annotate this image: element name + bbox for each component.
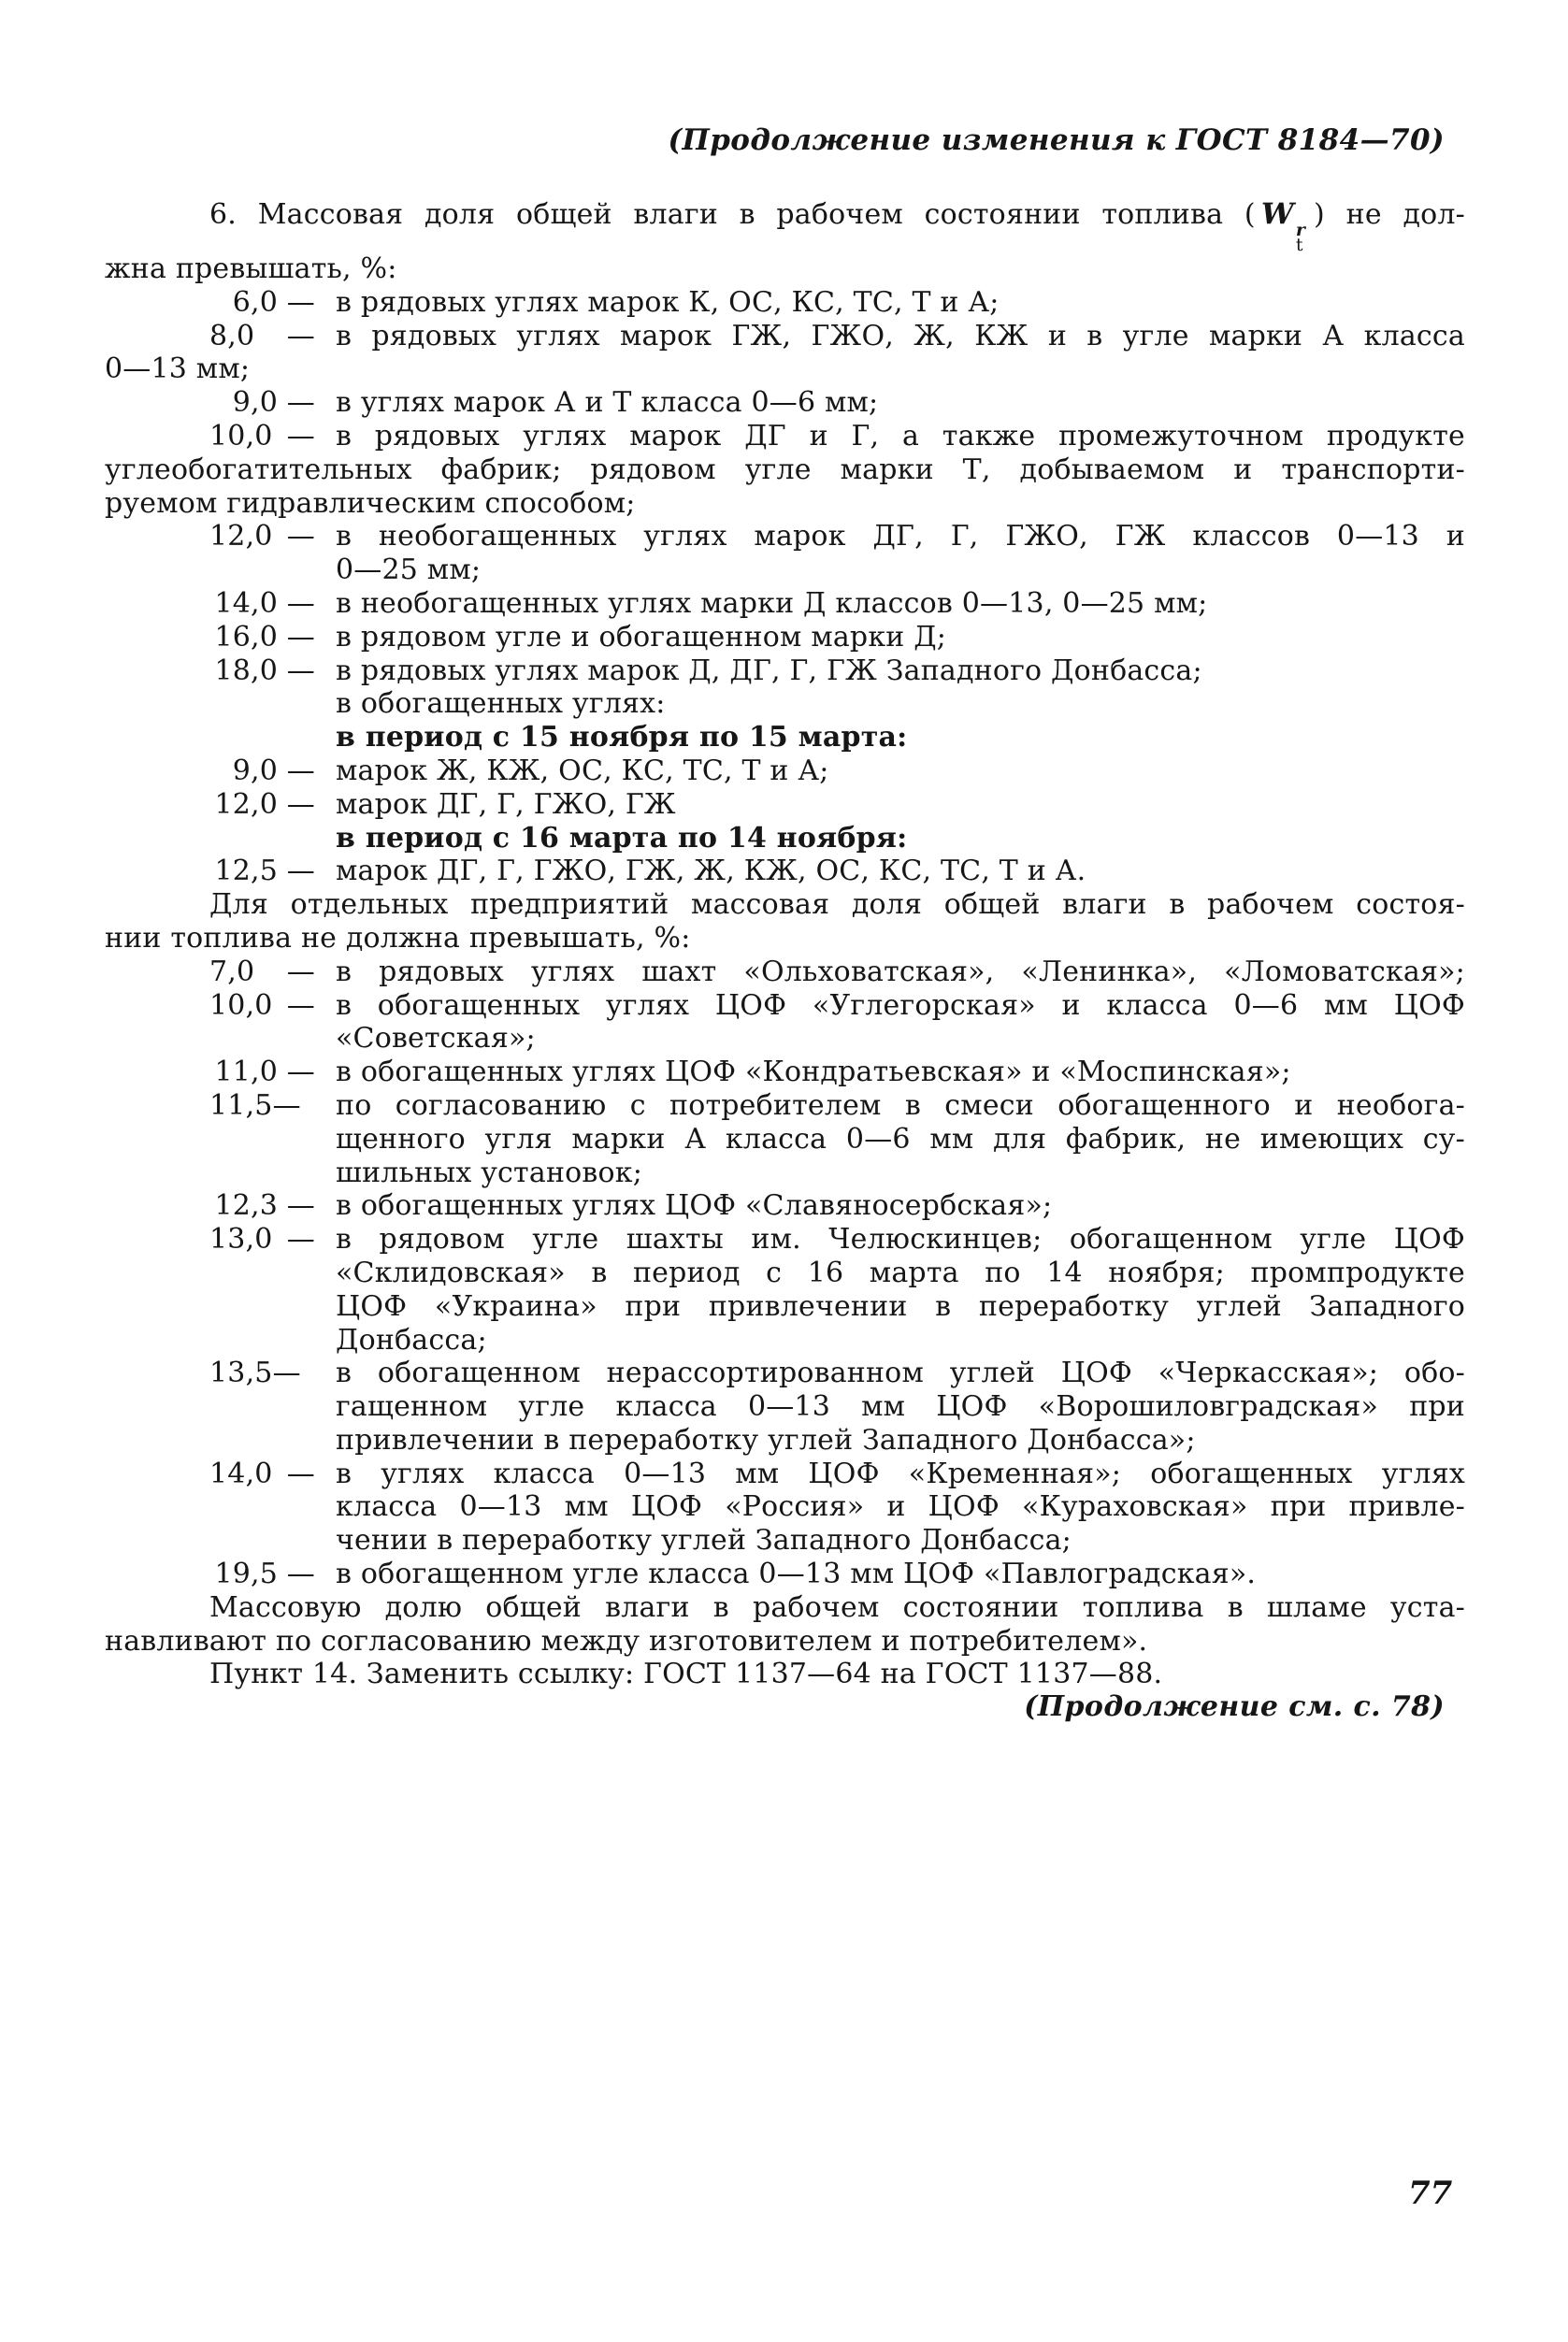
line-text: класса 0—13 мм ЦОФ «Россия» и ЦОФ «Кураховская» при привле- bbox=[336, 1490, 1465, 1524]
line-text: в рядовых углях марок ДГ и Г, а также промежуточном продукте bbox=[336, 419, 1465, 453]
list-item-line bbox=[105, 955, 1465, 989]
formula-subscript: t bbox=[1295, 235, 1303, 255]
item-number: 11,5— bbox=[209, 1088, 301, 1122]
text-line bbox=[105, 487, 1465, 521]
item-number: 7,0 — bbox=[209, 955, 315, 988]
item-number: 14,0 — bbox=[214, 586, 315, 620]
document-body bbox=[105, 198, 1465, 1691]
line-text: чении в переработку углей Западного Донбасса; bbox=[336, 1524, 1072, 1558]
footer-continuation-note: (Продолжение см. с. 78) bbox=[1024, 1690, 1445, 1723]
text-line bbox=[105, 352, 1465, 386]
text-line bbox=[105, 1524, 1465, 1558]
line-text: нии топлива не должна превышать, %: bbox=[105, 921, 691, 955]
line-text: в необогащенных углях марок ДГ, Г, ГЖО, ГЖ классов 0—13 и bbox=[336, 520, 1465, 553]
text-line bbox=[105, 1324, 1465, 1358]
item-number: 12,5 — bbox=[214, 855, 315, 888]
line-text: в обогащенном нерассортированном углей ЦОФ «Черкасская»; обо- bbox=[336, 1357, 1465, 1390]
line-text: в период с 16 марта по 14 ноября: bbox=[336, 821, 908, 855]
list-item-line bbox=[105, 788, 1465, 822]
intro-text-end: ) не дол- bbox=[1314, 198, 1465, 231]
line-text: привлечении в переработку углей Западного Донбасса»; bbox=[336, 1423, 1196, 1457]
line-text: марок Ж, КЖ, ОС, КС, ТС, Т и А; bbox=[336, 754, 829, 787]
line-text: щенного угля марки А класса 0—6 мм для фабрик, не имеющих су- bbox=[336, 1122, 1465, 1156]
list-item-line bbox=[105, 1357, 1465, 1390]
line-text: 0—25 мм; bbox=[336, 553, 482, 587]
list-item-line bbox=[105, 587, 1465, 621]
line-text: по согласованию с потребителем в смеси обогащенного и необога- bbox=[336, 1088, 1465, 1122]
line-text: Массовую долю общей влаги в рабочем состоянии топлива в шламе уста- bbox=[209, 1590, 1465, 1624]
list-item-line bbox=[105, 286, 1465, 320]
list-item-line bbox=[105, 1189, 1465, 1223]
list-item-line bbox=[105, 520, 1465, 553]
line-text: «Склидовская» в период с 16 марта по 14 ноября; промпродукте bbox=[336, 1256, 1465, 1289]
text-line bbox=[105, 1290, 1465, 1324]
line-text: углеобогатительных фабрик; рядовом угле марки Т, добываемом и транспорти- bbox=[105, 453, 1465, 486]
line-text: руемом гидравлическим способом; bbox=[105, 486, 636, 520]
item-number: 9,0 — bbox=[232, 386, 315, 420]
line-text: Для отдельных предприятий массовая доля общей влаги в рабочем состоя- bbox=[209, 888, 1465, 922]
line-text: жна превышать, %: bbox=[105, 252, 397, 285]
item-number: 18,0 — bbox=[214, 654, 315, 687]
text-line bbox=[105, 1591, 1465, 1625]
list-item-line bbox=[105, 1056, 1465, 1089]
text-line bbox=[105, 1390, 1465, 1424]
item-number: 14,0 — bbox=[209, 1457, 315, 1490]
item-number: 19,5 — bbox=[214, 1558, 315, 1591]
list-item-line bbox=[105, 1089, 1465, 1123]
text-line bbox=[105, 453, 1465, 487]
item-number: 9,0 — bbox=[232, 754, 315, 787]
line-text: в углях класса 0—13 мм ЦОФ «Кременная»; обогащенных углях bbox=[336, 1457, 1465, 1490]
text-line bbox=[105, 1022, 1465, 1056]
text-line bbox=[105, 252, 1465, 286]
text-line bbox=[105, 1625, 1465, 1659]
line-text: гащенном угле класса 0—13 мм ЦОФ «Ворошиловградская» при bbox=[336, 1390, 1465, 1424]
item-number: 13,0 — bbox=[209, 1223, 315, 1257]
list-item-line bbox=[105, 1458, 1465, 1491]
line-text: в рядовых углях марок Д, ДГ, Г, ГЖ Западного Донбасса; bbox=[336, 654, 1202, 687]
text-line bbox=[105, 922, 1465, 955]
line-text: Пункт 14. Заменить ссылку: ГОСТ 1137—64 на ГОСТ 1137—88. bbox=[209, 1658, 1163, 1691]
page-number: 77 bbox=[1408, 2175, 1453, 2212]
text-line bbox=[105, 1490, 1465, 1524]
line-text: Донбасса; bbox=[336, 1323, 487, 1357]
line-text: в необогащенных углях марки Д классов 0—13, 0—25 мм; bbox=[336, 586, 1208, 620]
list-item-line bbox=[105, 1223, 1465, 1257]
text-line bbox=[105, 1123, 1465, 1157]
text-line bbox=[105, 687, 1465, 721]
header-continuation-note: (Продолжение изменения к ГОСТ 8184—70) bbox=[668, 123, 1445, 157]
formula-superscript: r bbox=[1295, 220, 1306, 240]
list-item-line bbox=[105, 420, 1465, 453]
line-text: в рядовом угле шахты им. Челюскинцев; обогащенном угле ЦОФ bbox=[336, 1223, 1465, 1257]
item-number: 8,0 — bbox=[209, 319, 315, 352]
text-line bbox=[105, 1257, 1465, 1290]
text-line bbox=[105, 1157, 1465, 1190]
line-text: в обогащенном угле класса 0—13 мм ЦОФ «Павлоградская». bbox=[336, 1558, 1257, 1591]
text-line bbox=[105, 553, 1465, 587]
text-line bbox=[105, 1424, 1465, 1458]
text-line bbox=[105, 888, 1465, 922]
line-text: в рядовых углях шахт «Ольховатская», «Ленинка», «Ломоватская»; bbox=[336, 955, 1465, 988]
text-line bbox=[105, 721, 1465, 754]
list-item-line bbox=[105, 989, 1465, 1023]
item-number: 12,3 — bbox=[214, 1189, 315, 1223]
list-item-line bbox=[105, 621, 1465, 654]
text-line bbox=[105, 197, 1465, 255]
line-text: 0—13 мм; bbox=[105, 352, 251, 386]
moisture-formula-indices bbox=[1295, 220, 1306, 255]
line-text: в рядовом угле и обогащенном марки Д; bbox=[336, 620, 947, 654]
item-number: 12,0 — bbox=[209, 520, 315, 553]
line-text: в рядовых углях марок К, ОС, КС, ТС, Т и А; bbox=[336, 285, 1000, 319]
line-text: шильных установок; bbox=[336, 1156, 643, 1189]
item-number: 16,0 — bbox=[214, 620, 315, 654]
line-text: ЦОФ «Украина» при привлечении в переработку углей Западного bbox=[336, 1289, 1465, 1323]
line-text: марок ДГ, Г, ГЖО, ГЖ, Ж, КЖ, ОС, КС, ТС, Т и А. bbox=[336, 855, 1086, 888]
line-text: навливают по согласованию между изготовителем и потребителем». bbox=[105, 1624, 1148, 1658]
list-item-line bbox=[105, 1558, 1465, 1591]
line-text: в рядовых углях марок ГЖ, ГЖО, Ж, КЖ и в угле марки А класса bbox=[336, 319, 1465, 352]
item-number: 12,0 — bbox=[214, 787, 315, 821]
line-text: в период с 15 ноября по 15 марта: bbox=[336, 721, 908, 754]
line-text: «Советская»; bbox=[336, 1022, 536, 1056]
list-item-line bbox=[105, 855, 1465, 888]
item-number: 6,0 — bbox=[232, 285, 315, 319]
line-text: в обогащенных углях ЦОФ «Славяносербская»; bbox=[336, 1189, 1053, 1223]
list-item-line bbox=[105, 320, 1465, 353]
item-number: 13,5— bbox=[209, 1357, 301, 1390]
line-text: в обогащенных углях ЦОФ «Углегорская» и класса 0—6 мм ЦОФ bbox=[336, 988, 1465, 1022]
item-number: 10,0 — bbox=[209, 419, 315, 453]
line-text: в углях марок А и Т класса 0—6 мм; bbox=[336, 386, 879, 420]
item-number: 10,0 — bbox=[209, 988, 315, 1022]
intro-text: 6. Массовая доля общей влаги в рабочем состоянии топлива ( bbox=[209, 198, 1256, 231]
line-text: марок ДГ, Г, ГЖО, ГЖ bbox=[336, 787, 676, 821]
text-line bbox=[105, 1658, 1465, 1691]
list-item-line bbox=[105, 386, 1465, 420]
item-number: 11,0 — bbox=[214, 1056, 315, 1089]
line-text: в обогащенных углях: bbox=[336, 687, 666, 721]
text-line bbox=[105, 822, 1465, 855]
list-item-line bbox=[105, 654, 1465, 688]
moisture-formula-base: W bbox=[1260, 197, 1294, 231]
list-item-line bbox=[105, 754, 1465, 788]
line-text: в обогащенных углях ЦОФ «Кондратьевская» и «Моспинская»; bbox=[336, 1056, 1291, 1089]
